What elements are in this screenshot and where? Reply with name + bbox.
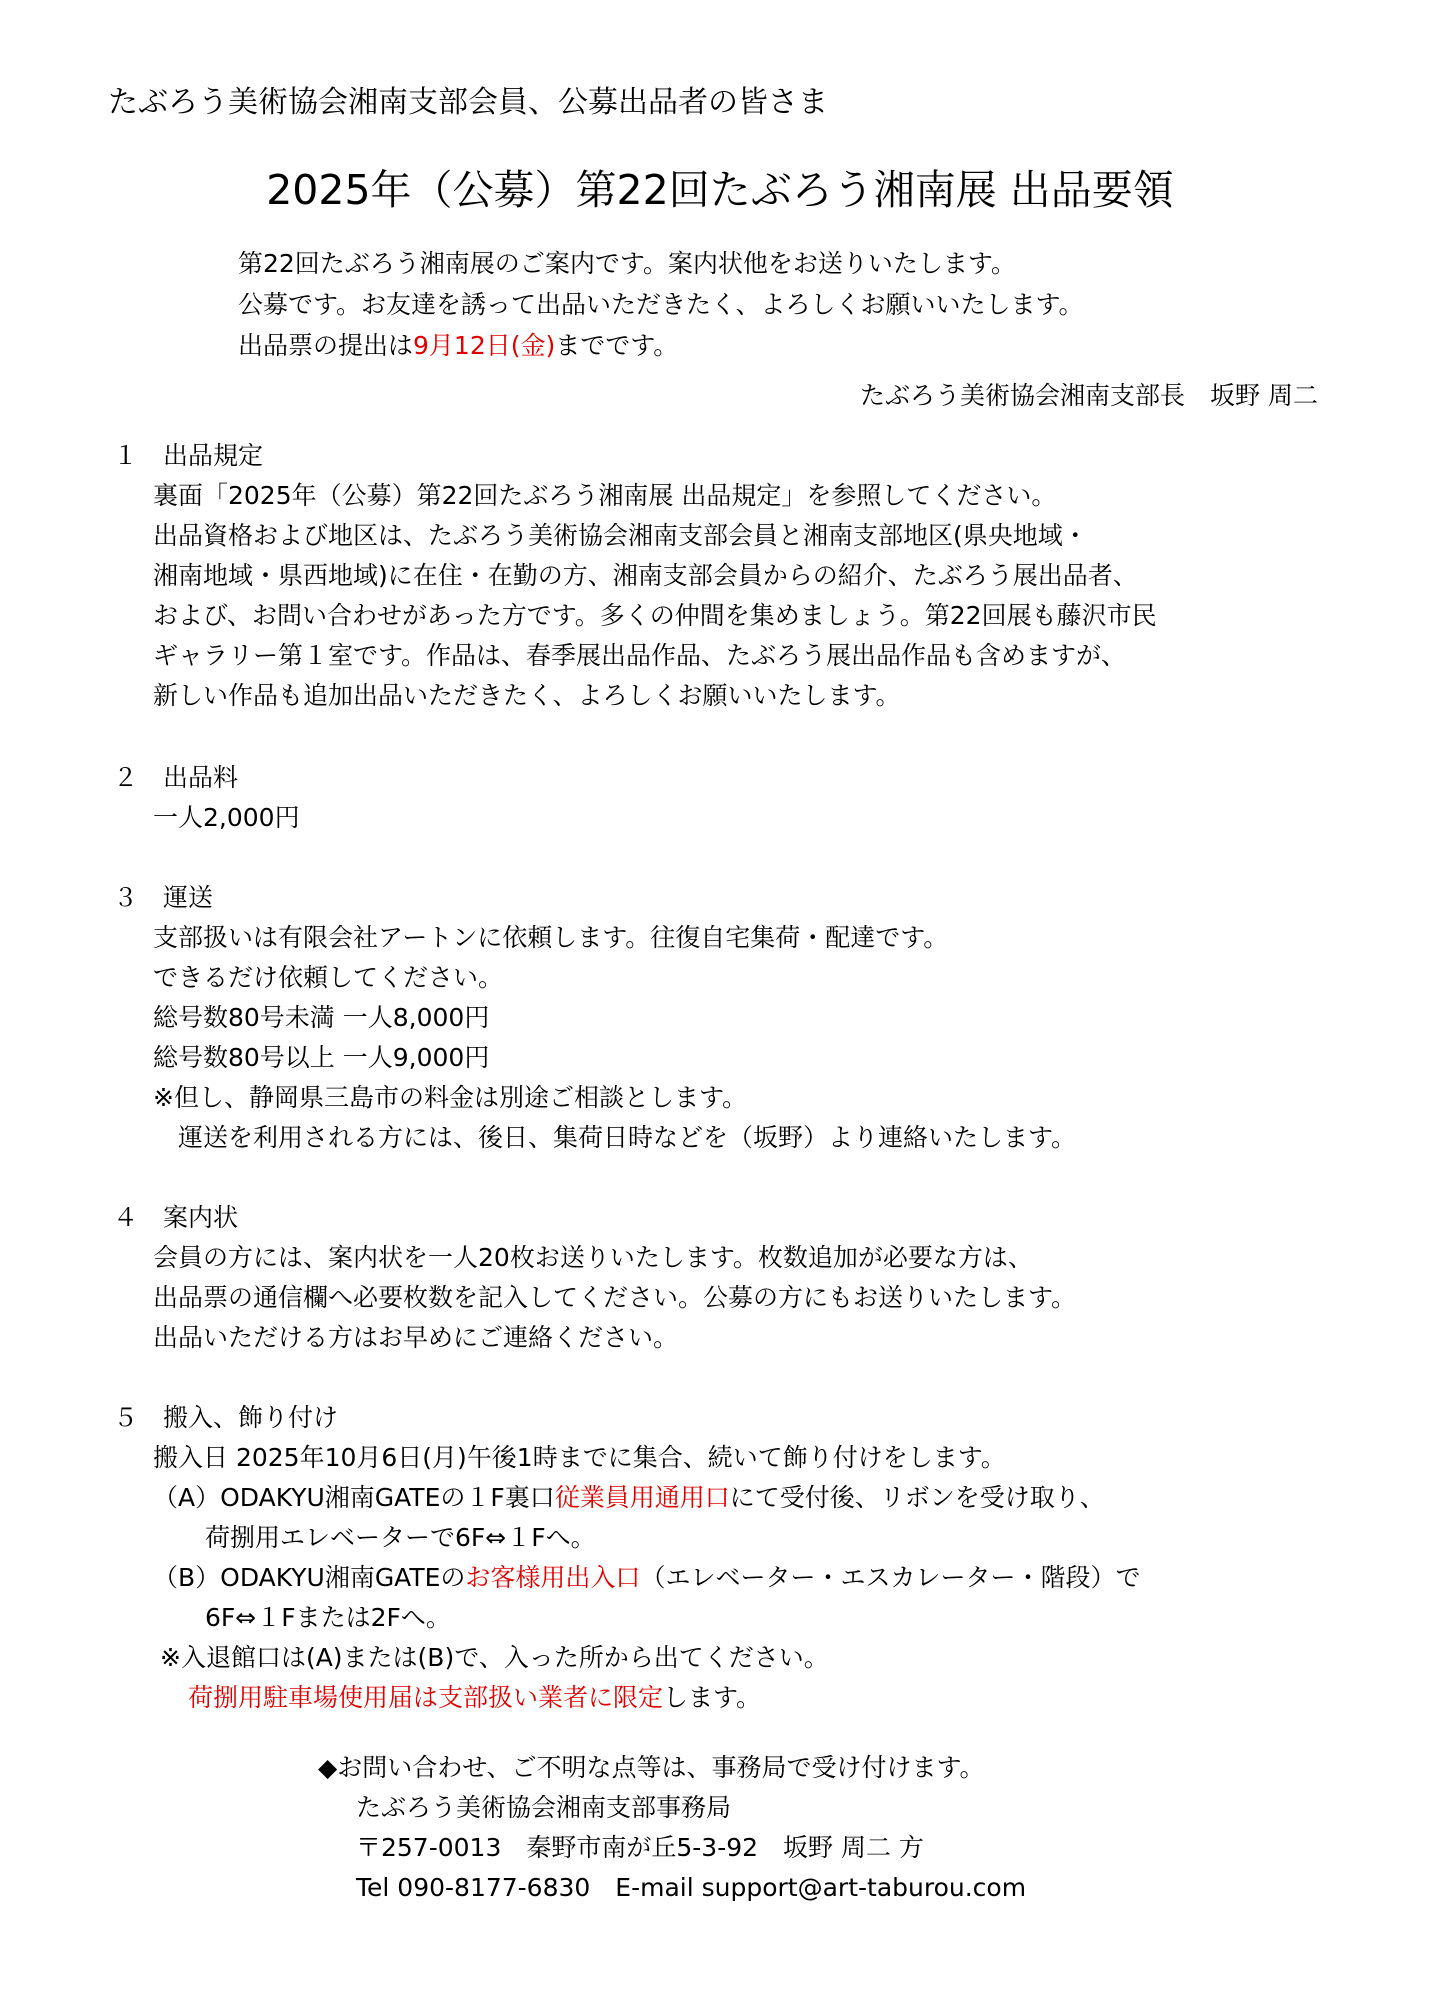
section-2-heading: ２ 出品料: [113, 763, 239, 792]
section-4-line: 出品票の通信欄へ必要枚数を記入してください。公募の方にもお送りいたします。: [153, 1283, 1077, 1312]
intro-line-1: 第22回たぶろう湘南展のご案内です。案内状他をお送りいたします。: [238, 249, 1016, 278]
signature: たぶろう美術協会湘南支部長 坂野 周二: [860, 381, 1318, 410]
section-1-line: ギャラリー第１室です。作品は、春季展出品作品、たぶろう展出品作品も含めますが、: [153, 641, 1127, 670]
section-3-line: 支部扱いは有限会社アートンに依頼します。往復自宅集荷・配達です。: [153, 923, 949, 952]
customer-entrance: お客様用出入口: [465, 1563, 641, 1592]
parking-notice: [188, 1682, 761, 1714]
entrance-b-line-2: 6F⇔１Fまたは2Fへ。: [205, 1603, 451, 1632]
section-3-line: できるだけ依頼してください。: [153, 963, 504, 992]
intro-line-3-pre: 出品票の提出は: [238, 331, 414, 360]
section-5-note: ※入退館口は(A)または(B)で、入った所から出てください。: [160, 1643, 829, 1672]
contact-office: たぶろう美術協会湘南支部事務局: [356, 1793, 732, 1822]
entrance-a-line-2: 荷捌用エレベーターで6F⇔１Fへ。: [205, 1523, 596, 1552]
section-1-line: 湘南地域・県西地域)に在住・在勤の方、湘南支部会員からの紹介、たぶろう展出品者、: [153, 561, 1138, 590]
section-1-heading: １ 出品規定: [113, 441, 264, 470]
section-3-note: ※但し、静岡県三島市の料金は別途ご相談とします。: [153, 1083, 747, 1112]
section-3-heading: ３ 運送: [113, 883, 214, 912]
deadline-date: 9月12日(金): [413, 331, 556, 360]
contact-phone-email: Tel 090-8177-6830 E-mail support@art-taburou.com: [356, 1873, 1027, 1902]
parking-notice-post: します。: [663, 1683, 762, 1712]
entry-fee: 一人2,000円: [153, 803, 300, 832]
intro-line-3: [238, 330, 678, 362]
entrance-a: [153, 1482, 1105, 1514]
section-4-line: 出品いただける方はお早めにご連絡ください。: [153, 1323, 679, 1352]
intro-line-3-post: までです。: [555, 331, 679, 360]
section-1-line: 裏面「2025年（公募）第22回たぶろう湘南展 出品規定」を参照してください。: [153, 481, 1057, 510]
section-1-line: 出品資格および地区は、たぶろう美術協会湘南支部会員と湘南支部地区(県央地域・: [153, 521, 1088, 550]
entrance-b-pre: （B）ODAKYU湘南GATEの: [153, 1563, 466, 1592]
section-4-line: 会員の方には、案内状を一人20枚お送りいたします。枚数追加が必要な方は、: [153, 1243, 1033, 1272]
shipping-fee-over-80: 総号数80号以上 一人9,000円: [153, 1043, 490, 1072]
section-3-line: 運送を利用される方には、後日、集荷日時などを（坂野）より連絡いたします。: [153, 1123, 1077, 1152]
entrance-b-post: （エレベーター・エスカレーター・階段）で: [640, 1563, 1141, 1592]
parking-notice-red: 荷捌用駐車場使用届は支部扱い業者に限定: [188, 1683, 664, 1712]
section-4-heading: ４ 案内状: [113, 1203, 239, 1232]
section-1-line: 新しい作品も追加出品いただきたく、よろしくお願いいたします。: [153, 681, 901, 710]
entrance-a-pre: （A）ODAKYU湘南GATEの１F裏口: [153, 1483, 555, 1512]
section-5-line: 搬入日 2025年10月6日(月)午後1時までに集合、続いて飾り付けをします。: [153, 1443, 1006, 1472]
staff-entrance: 従業員用通用口: [554, 1483, 730, 1512]
entrance-a-post: にて受付後、リボンを受け取り、: [729, 1483, 1105, 1512]
salutation: たぶろう美術協会湘南支部会員、公募出品者の皆さま: [108, 85, 828, 120]
intro-line-2: 公募です。お友達を誘って出品いただきたく、よろしくお願いいたします。: [238, 290, 1084, 319]
section-5-heading: ５ 搬入、飾り付け: [113, 1403, 339, 1432]
document-title: 2025年（公募）第22回たぶろう湘南展 出品要領: [266, 166, 1174, 214]
contact-intro: ◆お問い合わせ、ご不明な点等は、事務局で受け付けます。: [318, 1753, 985, 1782]
contact-address: 〒257-0013 秦野市南が丘5-3-92 坂野 周二 方: [356, 1833, 924, 1862]
entrance-b: [153, 1562, 1140, 1594]
shipping-fee-under-80: 総号数80号未満 一人8,000円: [153, 1003, 490, 1032]
section-1-line: および、お問い合わせがあった方です。多くの仲間を集めましょう。第22回展も藤沢市民: [153, 601, 1157, 630]
